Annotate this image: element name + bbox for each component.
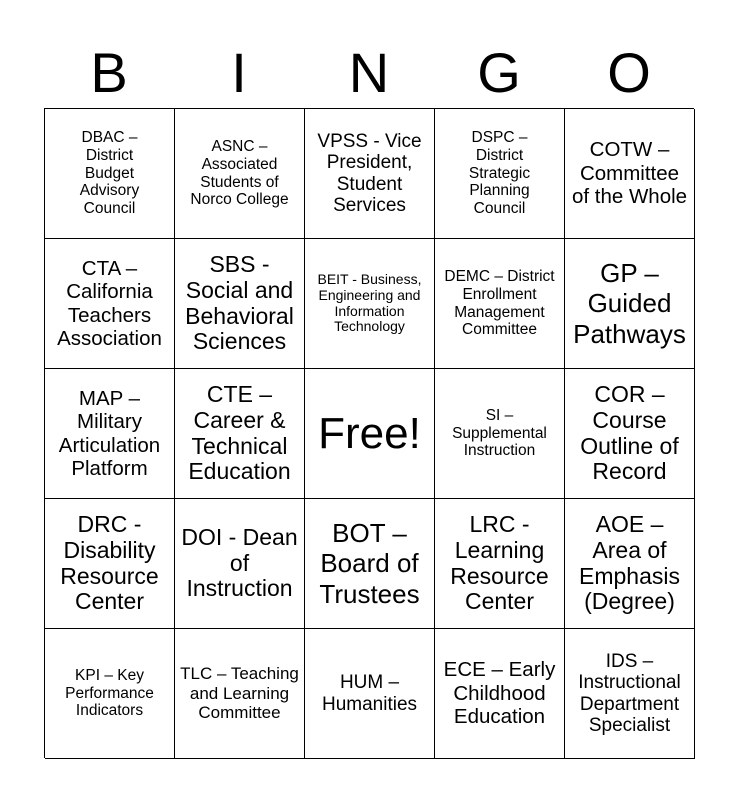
cell-text: CTE – Career & Technical Education — [188, 381, 291, 485]
bingo-cell[interactable] — [305, 239, 435, 369]
cell-text: SI – Supplemental Instruction — [452, 406, 547, 460]
bingo-card-grid — [44, 108, 694, 758]
cell-text: HUM – Humanities — [321, 672, 418, 715]
bingo-cell[interactable] — [175, 239, 305, 369]
cell-text: LRC - Learning Resource Center — [450, 511, 549, 615]
bingo-header — [44, 40, 694, 106]
cell-text: DEMC – District Enrollment Management Committee — [444, 267, 555, 339]
bingo-cell[interactable] — [305, 499, 435, 629]
bingo-cell[interactable] — [435, 629, 565, 759]
free-space-label: Free! — [318, 408, 421, 458]
cell-text: IDS – Instructional Department Specialist — [578, 650, 681, 736]
bingo-cell[interactable] — [175, 629, 305, 759]
cell-text: DOI - Dean of Instruction — [181, 523, 298, 602]
cell-text: AOE – Area of Emphasis (Degree) — [579, 511, 680, 615]
cell-text: COTW – Committee of the Whole — [571, 138, 688, 209]
cell-text: DRC - Disability Resource Center — [60, 511, 159, 615]
bingo-cell[interactable] — [45, 629, 175, 759]
cell-text: SBS - Social and Behavioral Sciences — [185, 251, 294, 355]
cell-text: DBAC – District Budget Advisory Council — [79, 128, 140, 218]
cell-text: ECE – Early Childhood Education — [443, 658, 556, 729]
bingo-cell[interactable] — [175, 109, 305, 239]
bingo-cell[interactable] — [565, 499, 695, 629]
header-letter-i: I — [231, 41, 247, 104]
bingo-cell[interactable] — [565, 629, 695, 759]
bingo-cell[interactable] — [175, 499, 305, 629]
bingo-cell[interactable] — [435, 369, 565, 499]
bingo-cell[interactable] — [45, 499, 175, 629]
bingo-cell[interactable] — [435, 109, 565, 239]
bingo-cell[interactable] — [435, 499, 565, 629]
free-space-cell[interactable] — [305, 369, 435, 499]
bingo-cell[interactable] — [305, 629, 435, 759]
cell-text: DSPC – District Strategic Planning Council — [468, 128, 531, 218]
bingo-cell[interactable] — [45, 109, 175, 239]
cell-text: MAP – Military Articulation Platform — [58, 386, 161, 480]
bingo-cell[interactable] — [565, 369, 695, 499]
header-letter-b: B — [90, 41, 128, 104]
cell-text: TLC – Teaching and Learning Committee — [180, 663, 299, 723]
cell-text: BOT – Board of Trustees — [319, 518, 420, 609]
bingo-cell[interactable] — [175, 369, 305, 499]
header-letter-o: O — [607, 41, 651, 104]
bingo-cell[interactable] — [565, 239, 695, 369]
bingo-cell[interactable] — [305, 109, 435, 239]
bingo-cell[interactable] — [435, 239, 565, 369]
cell-text: BEIT - Business, Engineering and Information Technology — [317, 271, 422, 335]
cell-text: KPI – Key Performance Indicators — [65, 666, 154, 720]
cell-text: COR – Course Outline of Record — [580, 381, 679, 485]
cell-text: CTA – California Teachers Association — [57, 256, 162, 350]
bingo-cell[interactable] — [45, 239, 175, 369]
bingo-cell[interactable] — [565, 109, 695, 239]
cell-text: GP – Guided Pathways — [573, 258, 686, 349]
cell-text: ASNC – Associated Students of Norco College — [190, 137, 289, 209]
header-letter-g: G — [477, 41, 521, 104]
cell-text: VPSS - Vice President, Student Services — [317, 130, 422, 216]
header-letter-n: N — [348, 41, 390, 104]
bingo-cell[interactable] — [45, 369, 175, 499]
